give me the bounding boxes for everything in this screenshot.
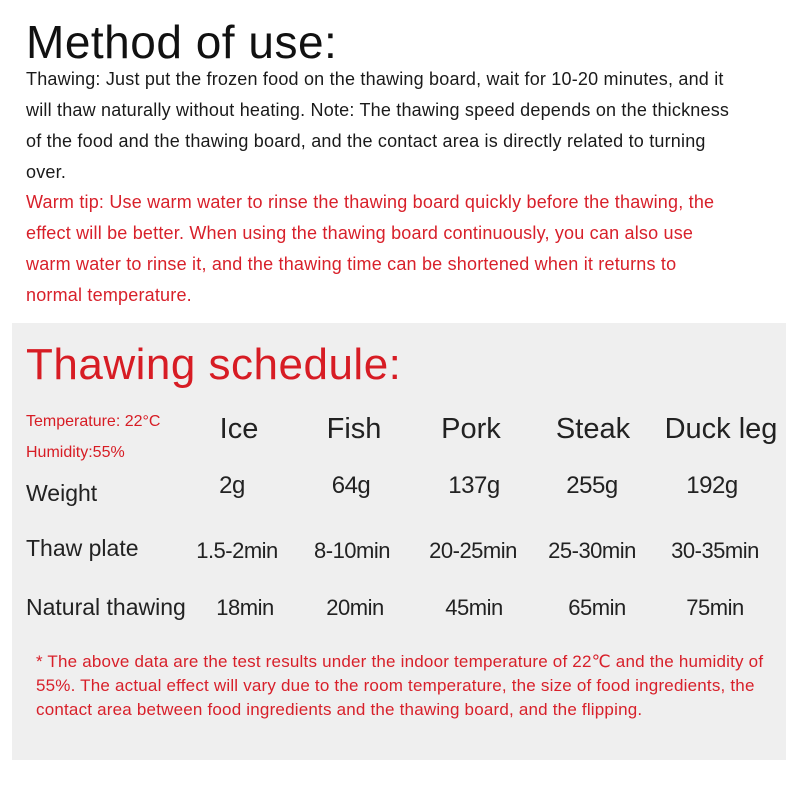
table-cell: 30-35min <box>671 538 759 563</box>
column-header-duck-leg: Duck leg <box>664 413 778 445</box>
table-cell: 64g <box>331 472 371 499</box>
table-cell: 2g <box>219 472 245 499</box>
method-of-use-title: Method of use: <box>26 16 338 68</box>
table-cell: 192g <box>686 472 738 499</box>
table-cell: 65min <box>568 595 626 620</box>
row-label-natural-thawing: Natural thawing <box>26 594 186 620</box>
temperature-label: Temperature: 22°C <box>26 413 161 430</box>
row-label-weight: Weight <box>26 480 98 506</box>
thawing-instructions: Thawing: Just put the frozen food on the thawing board, wait for 10-20 minutes, and it will thaw naturally without heating. Note: The thawing speed depends on the thickness of the food and the thawing board, and the contact area is directly related to turning over. <box>26 69 730 182</box>
column-header-ice: Ice <box>219 413 259 445</box>
table-cell: 20-25min <box>429 538 517 563</box>
warm-tip: Warm tip: Use warm water to rinse the thawing board quickly before the thawing, the effect will be better. When using the thawing board continuously, you can also use warm water to rinse it, and the thawing time can be shortened when it returns to normal temperature. <box>26 192 715 305</box>
table-cell: 25-30min <box>548 538 636 563</box>
table-cell: 255g <box>566 472 618 499</box>
table-cell: 75min <box>686 595 744 620</box>
test-conditions-note: * The above data are the test results under the indoor temperature of 22℃ and the humidity of 55%. The actual effect will vary due to the room temperature, the size of food ingredients, the contact area between food ingredients and the thawing board, and the flipping. <box>36 652 764 719</box>
table-cell: 8-10min <box>314 538 390 563</box>
humidity-label: Humidity:55% <box>26 444 125 461</box>
table-cell: 45min <box>445 595 503 620</box>
table-cell: 18min <box>216 595 274 620</box>
thawing-schedule-title: Thawing schedule: <box>26 340 402 389</box>
thawing-schedule-panel <box>12 323 786 760</box>
column-header-fish: Fish <box>326 413 382 445</box>
column-header-pork: Pork <box>441 413 501 445</box>
table-cell: 1.5-2min <box>196 538 278 563</box>
table-cell: 20min <box>326 595 384 620</box>
row-label-thaw-plate: Thaw plate <box>26 535 139 561</box>
table-cell: 137g <box>448 472 500 499</box>
column-header-steak: Steak <box>555 413 631 445</box>
